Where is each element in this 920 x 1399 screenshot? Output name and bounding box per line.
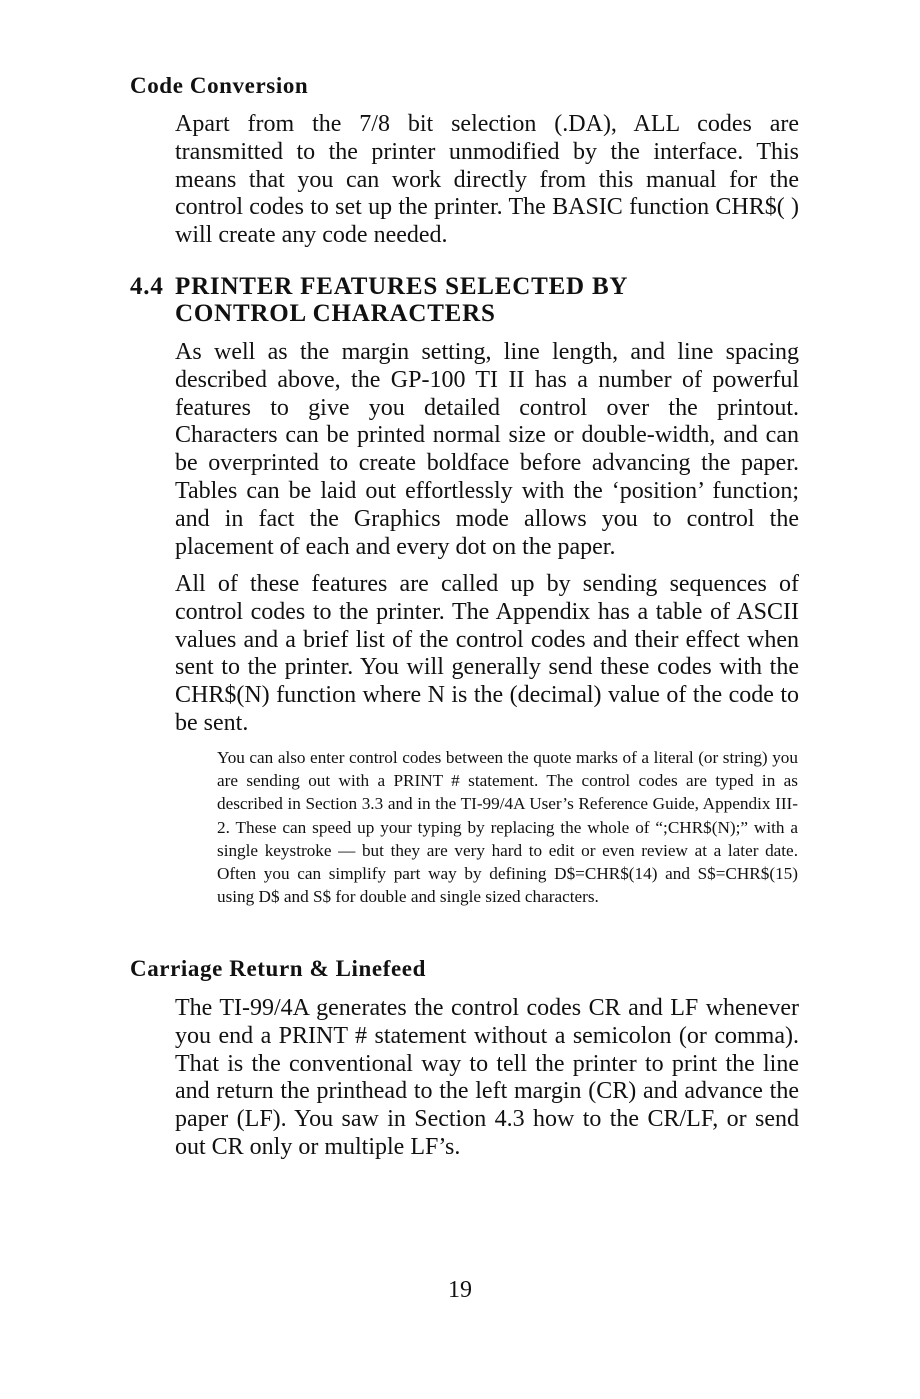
section-heading	[130, 273, 628, 327]
section-note: You can also enter control codes between the quote marks of a literal (or string) you are sending out with a PRINT # statement. The control codes are typed in as described in Section 3.3 and in the TI-99/4A User’s Reference Guide, Appendix III-2. These can speed up your typing by replacing the whole of “;CHR$(N);” with a single keystroke — but they are very hard to edit or even review at a later date. Often you can simplify part way by defining D$=CHR$(14) and S$=CHR$(15) using D$ and S$ for double and single sized characters.	[217, 748, 798, 907]
carriage-return-paragraph: The TI-99/4A generates the control codes CR and LF whenever you end a PRINT # statement without a semicolon (or comma). That is the conventional way to tell the printer to print the line and return the printhead to the left margin (CR) and advance the paper (LF). You saw in Section 4.3 how to the CR/LF, or send out CR only or multiple LF’s.	[175, 995, 799, 1160]
section-title-line2: CONTROL CHARACTERS	[175, 300, 496, 327]
section-title-line1: PRINTER FEATURES SELECTED BY	[175, 273, 629, 300]
code-conversion-paragraph: Apart from the 7/8 bit selection (.DA), ALL codes are transmitted to the printer unmodified by the interface. This means that you can work directly from this manual for the control codes to set up the printer. The BASIC function CHR$( ) will create any code needed.	[175, 111, 799, 249]
carriage-return-heading: Carriage Return & Linefeed	[130, 956, 427, 981]
code-conversion-heading: Code Conversion	[130, 73, 309, 98]
section-paragraph-control-codes: All of these features are called up by sending sequences of control codes to the printer. The Appendix has a table of ASCII values and a brief list of the control codes and their effect when sent to the printer. You will generally send these codes with the CHR$(N) function where N is the (decimal) value of the code to be sent.	[175, 571, 799, 736]
page-number: 19	[448, 1277, 472, 1303]
section-paragraph-features: As well as the margin setting, line length, and line spacing described above, the GP-100 TI II has a number of powerful features to give you detailed control over the printout. Characters can be printed normal size or double-width, and can be overprinted to create boldface before advancing the paper. Tables can be laid out effortlessly with the ‘position’ function; and in fact the Graphics mode allows you to control the placement of each and every dot on the paper.	[175, 339, 799, 560]
section-number: 4.4	[130, 273, 164, 300]
